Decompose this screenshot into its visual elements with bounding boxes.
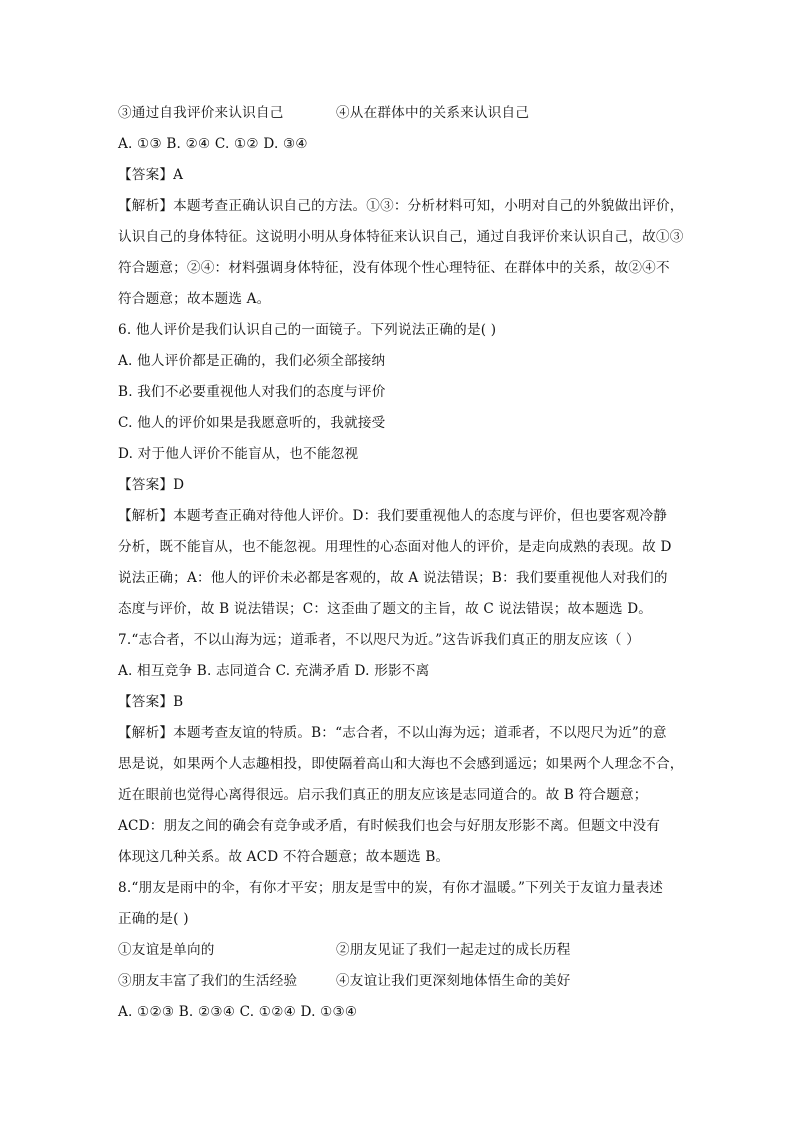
option-line: A. 他人评价都是正确的，我们必须全部接纳 (118, 353, 386, 369)
answer-line: 【答案】D (118, 477, 185, 493)
option-row (118, 971, 678, 991)
option-line: C. 他人的评价如果是我愿意听的，我就接受 (118, 415, 386, 431)
option-line: B. 我们不必要重视他人对我们的态度与评价 (118, 384, 386, 400)
analysis-line: 【解析】本题考查正确对待他人评价。D：我们要重视他人的态度与评价，但也要客观冷静 (118, 508, 668, 524)
text-line: A. ①③ B. ②④ C. ①② D. ③④ (118, 136, 308, 152)
option-left: ①友谊是单向的 (118, 942, 215, 958)
option-left: ③朋友丰富了我们的生活经验 (118, 973, 298, 989)
analysis-line: 体现这几种关系。故 ACD 不符合题意；故本题选 B。 (118, 849, 450, 865)
question-line: 正确的是( ) (118, 911, 189, 927)
option-line: D. 对于他人评价不能盲从，也不能忽视 (118, 446, 359, 462)
option-right: ④友谊让我们更深刻地体悟生命的美好 (336, 973, 571, 989)
question-line: 7.“志合者，不以山海为远；道乖者，不以咫尺为近。”这告诉我们真正的朋友应该（ ） (118, 632, 640, 648)
analysis-line: 近在眼前也觉得心离得很远。启示我们真正的朋友应该是志同道合的。故 B 符合题意； (118, 787, 648, 803)
analysis-line: 符合题意；故本题选 A。 (118, 291, 271, 307)
analysis-line: 态度与评价，故 B 说法错误；C：这歪曲了题文的主旨，故 C 说法错误；故本题选 D。 (118, 601, 653, 617)
option-right: ④从在群体中的关系来认识自己 (336, 105, 530, 121)
option-line: A. 相互竞争 B. 志同道合 C. 充满矛盾 D. 形影不离 (118, 663, 430, 679)
answer-line: 【答案】B (118, 694, 184, 710)
option-row (118, 103, 678, 123)
analysis-line: 【解析】本题考查正确认识自己的方法。①③：分析材料可知，小明对自己的外貌做出评价， (118, 198, 684, 214)
option-left: ③通过自我评价来认识自己 (118, 105, 284, 121)
analysis-line: 分析，既不能盲从，也不能忽视。用理性的心态面对他人的评价，是走向成熟的表现。故 D (118, 539, 672, 555)
question-line: 8.“朋友是雨中的伞，有你才平安；朋友是雪中的炭，有你才温暖。”下列关于友谊力量表述 (118, 880, 664, 896)
option-right: ②朋友见证了我们一起走过的成长历程 (336, 942, 571, 958)
analysis-line: ACD：朋友之间的确会有竞争或矛盾，有时候我们也会与好朋友形影不离。但题文中没有 (118, 818, 661, 834)
option-line: A. ①②③ B. ②③④ C. ①②④ D. ①③④ (118, 1004, 358, 1020)
analysis-line: 【解析】本题考查友谊的特质。B：“志合者，不以山海为远；道乖者，不以咫尺为近”的意 (118, 725, 667, 741)
answer-line: 【答案】A (118, 167, 184, 183)
question-line: 6. 他人评价是我们认识自己的一面镜子。下列说法正确的是( ) (118, 322, 497, 338)
option-row (118, 940, 678, 960)
analysis-line: 符合题意；②④：材料强调身体特征，没有体现个性心理特征、在群体中的关系，故②④不 (118, 260, 670, 276)
analysis-line: 说法正确；A：他人的评价未必都是客观的，故 A 说法错误；B：我们要重视他人对我们的 (118, 570, 668, 586)
analysis-line: 思是说，如果两个人志趣相投，即使隔着高山和大海也不会感到遥远；如果两个人理念不合， (118, 756, 684, 772)
analysis-line: 认识自己的身体特征。这说明小明从身体特征来认识自己，通过自我评价来认识自己，故①③ (118, 229, 684, 245)
